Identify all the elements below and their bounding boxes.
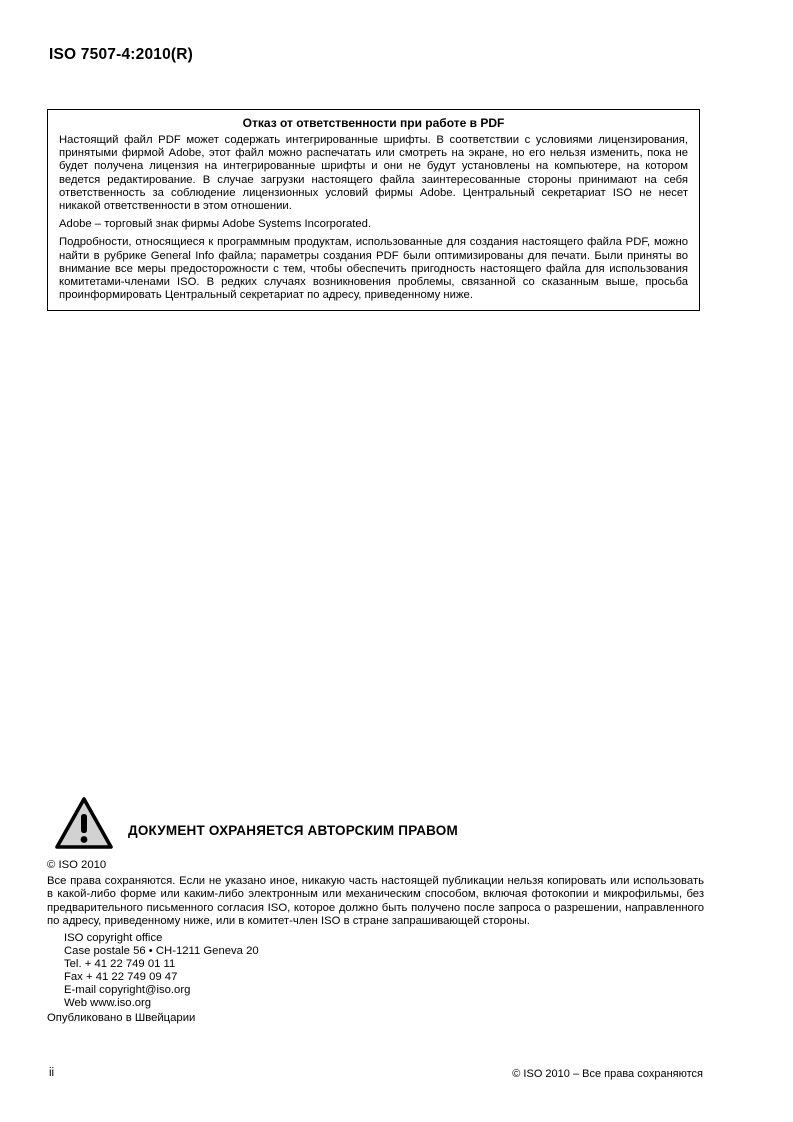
address-line-postal: Case postale 56 • CH-1211 Geneva 20 bbox=[64, 944, 259, 957]
copyright-year-line: © ISO 2010 bbox=[47, 859, 107, 871]
address-line-office: ISO copyright office bbox=[64, 932, 163, 944]
address-line-web: Web www.iso.org bbox=[64, 996, 152, 1009]
published-in-line: Опубликовано в Швейцарии bbox=[47, 1012, 196, 1024]
disclaimer-paragraph: Adobe – торговый знак фирмы Adobe Systems Incorporated. bbox=[59, 218, 372, 231]
address-line-email: E-mail copyright@iso.org bbox=[64, 983, 191, 996]
address-line-tel: Tel. + 41 22 749 01 11 bbox=[64, 957, 176, 970]
disclaimer-paragraph: Подробности, относящиеся к программным продуктам, использованные для создания настоящего файла PDF, можно найти в рубрике General Info файла; параметры создания PDF были оптимизированы для печати. Были приняты во внимание все меры предосторожности с тем, чтобы обеспечить пригодность настоящего файла для использования комитетами-членами ISO. В редких случаях возникновения проблемы, связанной со сказанным выше, просьба проинформировать Центральный секретариат по адресу, приведенному ниже. bbox=[59, 236, 688, 302]
footer-copyright-notice: © ISO 2010 – Все права сохраняются bbox=[512, 1068, 703, 1080]
copyright-body-text: Все права сохраняются. Если не указано иное, никакую часть настоящей публикации нельзя копировать или использовать в какой-либо форме или каким-либо электронным или механическим способом, включая фотокопии и микрофильмы, без предварительного письменного согласия ISO, которое должно быть получено после запроса о разрешении, направленного по адресу, приведенному ниже, или в комитет-член ISO в стране запрашивающей стороны. bbox=[47, 875, 704, 928]
disclaimer-paragraph: Настоящий файл PDF может содержать интегрированные шрифты. В соответствии с условиями лицензирования, принятыми фирмой Adobe, этот файл можно распечатать или смотреть на экране, но его нельзя изменить, пока не будет получена лицензия на интегрированные шрифты и они не будут установлены на компьютере, на котором ведется редактирование. В случае загрузки настоящего файла заинтересованные стороны принимают на себя ответственность за соблюдение лицензионных условий фирмы Adobe. Центральный секретариат ISO не несет никакой ответственности в этом отношении. bbox=[59, 134, 688, 213]
footer-page-number: ii bbox=[49, 1067, 55, 1079]
iso-address-block bbox=[64, 932, 259, 1009]
copyright-warning-row bbox=[55, 797, 703, 849]
address-line-fax: Fax + 41 22 749 09 47 bbox=[64, 970, 178, 983]
disclaimer-title: Отказ от ответственности при работе в PDF bbox=[242, 116, 505, 130]
warning-triangle-icon bbox=[55, 797, 113, 849]
copyright-protected-heading: ДОКУМЕНТ ОХРАНЯЕТСЯ АВТОРСКИМ ПРАВОМ bbox=[128, 822, 458, 838]
pdf-disclaimer-box bbox=[47, 109, 700, 311]
document-reference-header: ISO 7507-4:2010(R) bbox=[49, 46, 194, 63]
